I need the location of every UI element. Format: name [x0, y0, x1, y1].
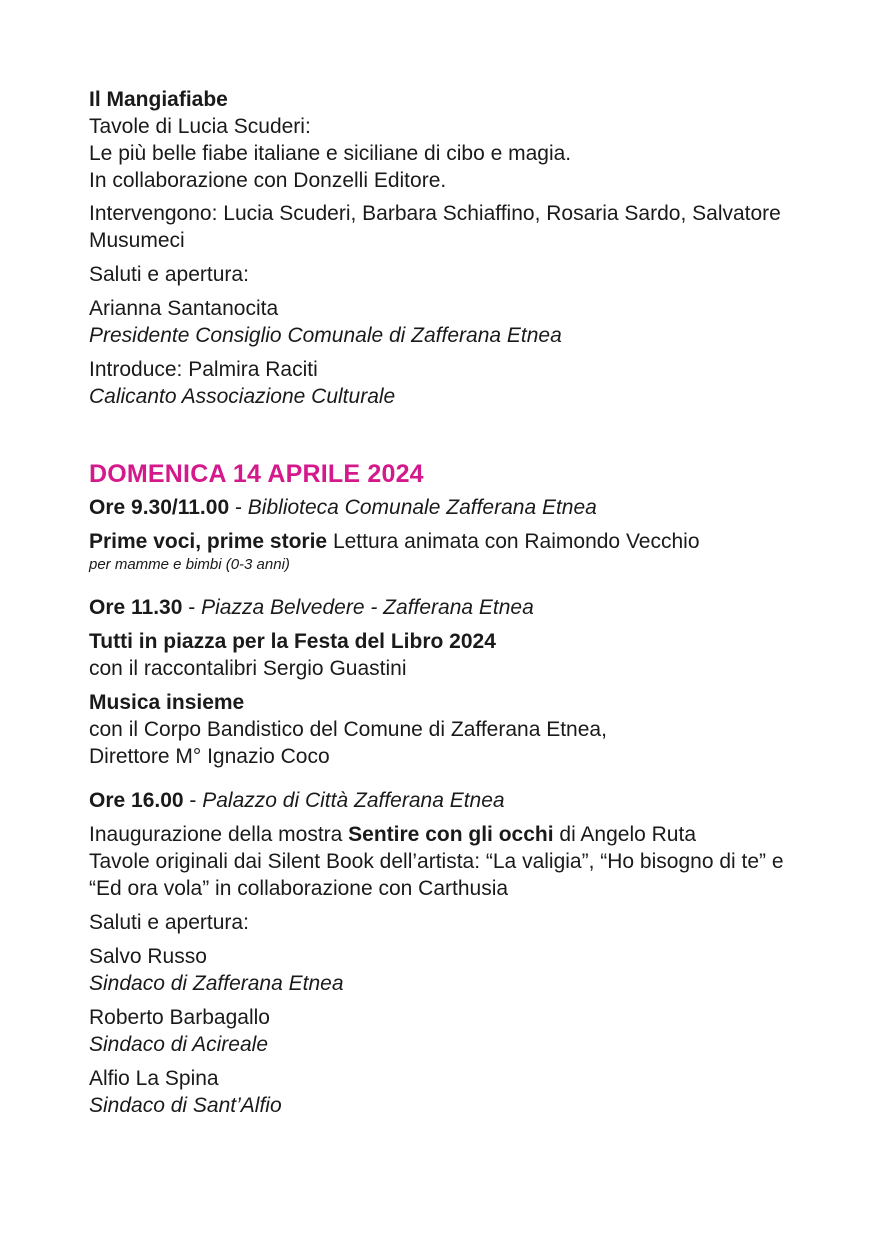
greeter-name: Roberto Barbagallo: [89, 1006, 270, 1029]
exhibit-details: Tavole originali dai Silent Book dell’artista: “La valigia”, “Ho bisogno di te” e “Ed ora vola” in collaborazione con Carthusia: [89, 850, 784, 900]
event-desc: Lettura animata con Raimondo Vecchio: [327, 530, 700, 553]
greeter: [89, 1004, 849, 1058]
introducer-name: Introduce: Palmira Raciti: [89, 358, 318, 381]
event-place: Piazza Belvedere - Zafferana Etnea: [201, 596, 534, 619]
event-3-details: [89, 821, 849, 902]
greeter-name: Alfio La Spina: [89, 1067, 219, 1090]
event-1-details: [89, 528, 849, 574]
event-place: Biblioteca Comunale Zafferana Etnea: [247, 496, 597, 519]
event-title: Tutti in piazza per la Festa del Libro 2024: [89, 630, 496, 653]
greeter-name: Salvo Russo: [89, 945, 207, 968]
event-desc: con il Corpo Bandistico del Comune di Zafferana Etnea,: [89, 718, 607, 741]
event-place: Palazzo di Città Zafferana Etnea: [202, 789, 505, 812]
event-title: Musica insieme: [89, 691, 245, 714]
greeter: [89, 943, 849, 997]
event-1-time-place: [89, 494, 849, 521]
event-time: Ore 11.30: [89, 596, 183, 619]
event-desc: con il raccontalibri Sergio Guastini: [89, 657, 407, 680]
event-note: per mamme e bimbi (0-3 anni): [89, 556, 290, 573]
event-time: Ore 16.00: [89, 789, 184, 812]
greeter-role: Sindaco di Zafferana Etnea: [89, 972, 344, 995]
separator: -: [183, 789, 203, 812]
session-line: In collaborazione con Donzelli Editore.: [89, 169, 447, 192]
speakers-text: Intervengono: Lucia Scuderi, Barbara Schiaffino, Rosaria Sardo, Salvatore Musumeci: [89, 202, 781, 252]
exhibit-title: Sentire con gli occhi: [348, 823, 554, 846]
event-title: Prime voci, prime storie: [89, 530, 328, 553]
session-mangiafiabe: [89, 86, 849, 194]
event-2-part-b: [89, 689, 849, 770]
session-line: Le più belle fiabe italiane e siciliane di cibo e magia.: [89, 142, 572, 165]
separator: -: [229, 496, 248, 519]
introducer: [89, 356, 849, 410]
intro-prefix: Inaugurazione della mostra: [89, 823, 349, 846]
intro-suffix: di Angelo Ruta: [553, 823, 696, 846]
introducer-org: Calicanto Associazione Culturale: [89, 385, 396, 408]
program-page: [89, 86, 849, 1119]
day-heading: DOMENICA 14 APRILE 2024: [89, 460, 424, 488]
greeter-role: Presidente Consiglio Comunale di Zafferana Etnea: [89, 324, 562, 347]
greeter-role: Sindaco di Sant’Alfio: [89, 1094, 282, 1117]
greeter-role: Sindaco di Acireale: [89, 1033, 268, 1056]
session-line: Tavole di Lucia Scuderi:: [89, 115, 311, 138]
session-title: Il Mangiafiabe: [89, 88, 228, 111]
event-2-time-place: [89, 594, 849, 621]
event-2-part-a: [89, 628, 849, 682]
greeter: [89, 1065, 849, 1119]
event-desc: Direttore M° Ignazio Coco: [89, 745, 330, 768]
speakers: [89, 200, 849, 254]
event-time: Ore 9.30/11.00: [89, 496, 230, 519]
greetings-label: Saluti e apertura:: [89, 911, 249, 934]
greeter: [89, 295, 849, 349]
greetings-label: Saluti e apertura:: [89, 263, 249, 286]
separator: -: [182, 596, 202, 619]
event-3-time-place: [89, 787, 849, 814]
greeter-name: Arianna Santanocita: [89, 297, 279, 320]
